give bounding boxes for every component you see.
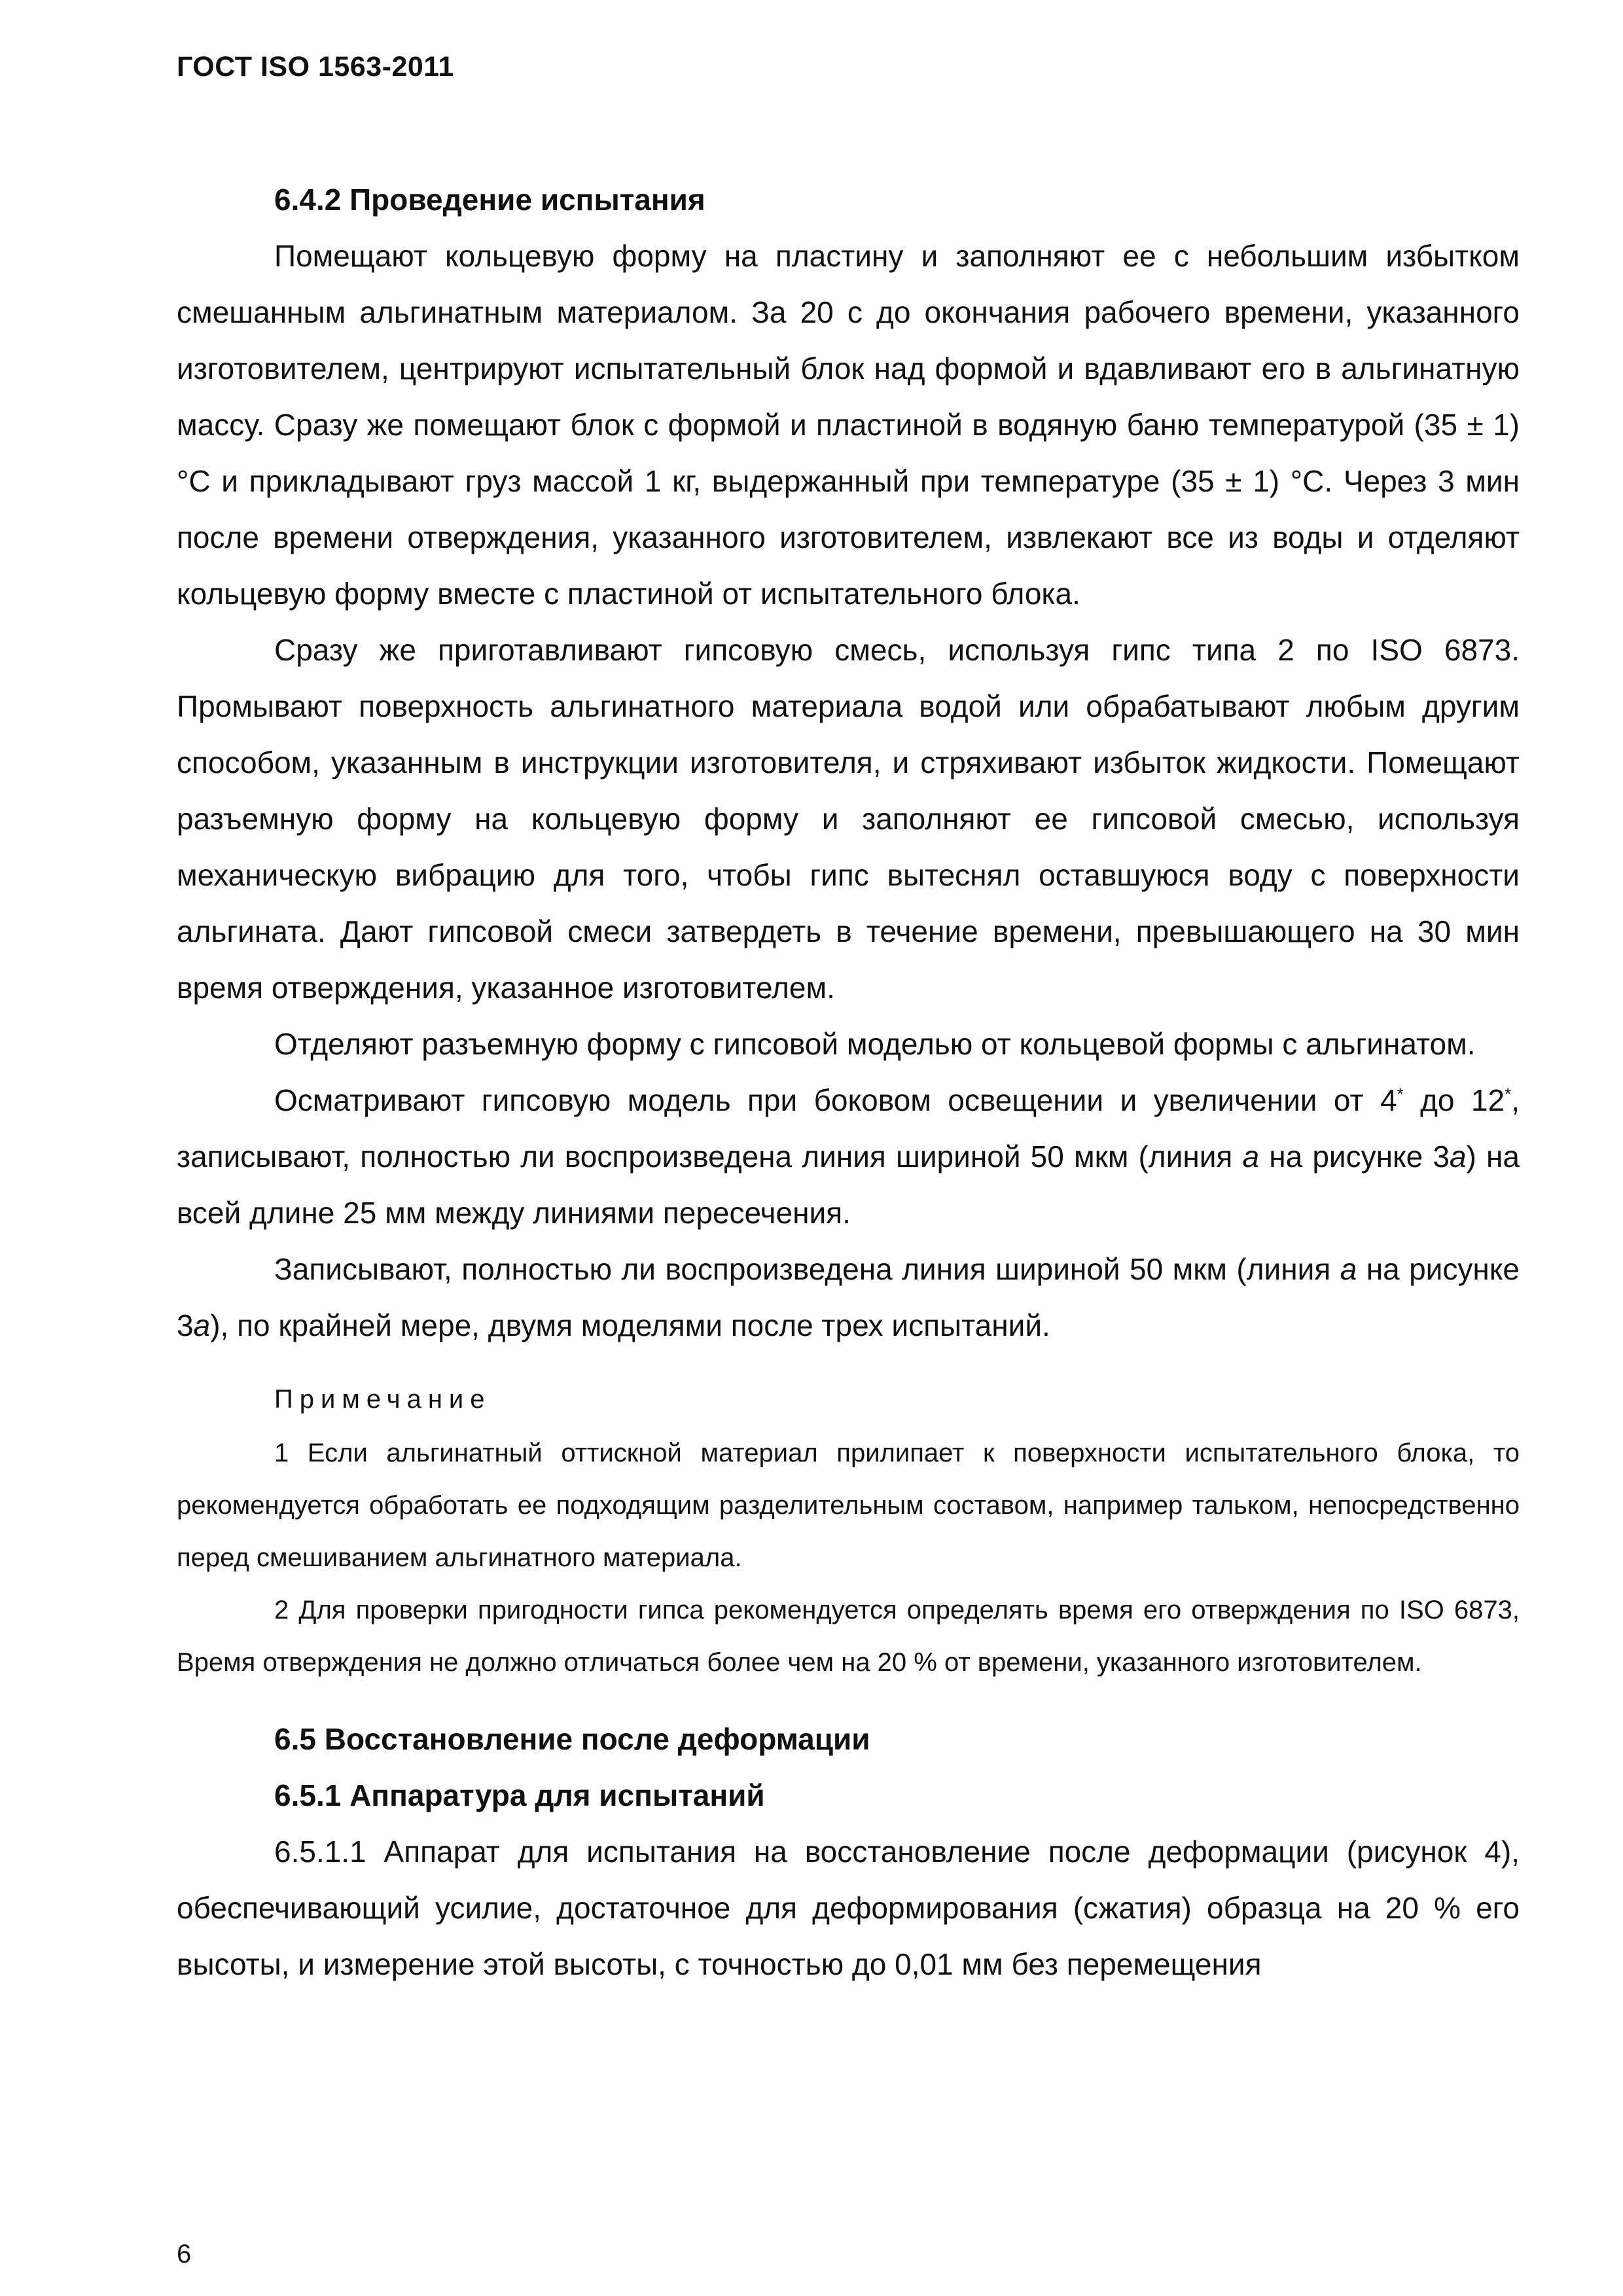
page-number: 6 bbox=[177, 2240, 192, 2269]
italic-run: а bbox=[1242, 1139, 1260, 1174]
section-heading-6-5: 6.5 Восстановление после деформации bbox=[274, 1722, 870, 1756]
paragraph-magnification bbox=[177, 1072, 1520, 1241]
footnote-marker: * bbox=[1397, 1084, 1404, 1104]
document-body bbox=[177, 171, 1520, 1992]
paragraph: Помещают кольцевую форму на пластину и заполняют ее с небольшим избытком смешанным альгинатным материалом. За 20 с до окончания рабочего времени, указанного изготовителем, центрируют испытательный блок над формой и вдавливают его в альгинатную массу. Сразу же помещают блок с формой и пластиной в водяную баню температурой (35 ± 1) °С и прикладывают груз массой 1 кг, выдержанный при температуре (35 ± 1) °С. Через 3 мин после времени отверждения, указанного изготовителем, извлекают все из воды и отделяют кольцевую форму вместе с пластиной от испытательного блока. bbox=[177, 239, 1520, 611]
text-run: , записывают, полностью ли воспроизведена линия шириной 50 мкм (линия bbox=[177, 1083, 1520, 1174]
footnote-marker: * bbox=[1505, 1084, 1512, 1104]
text-run: на рисунке 3 bbox=[1259, 1139, 1450, 1174]
section-heading-6-5-1: 6.5.1 Аппаратура для испытаний bbox=[274, 1778, 765, 1812]
text-run: ) на всей длине 25 мм между линиями пересечения. bbox=[177, 1139, 1520, 1230]
italic-run: а bbox=[1340, 1252, 1357, 1286]
paragraph: Отделяют разъемную форму с гипсовой моделью от кольцевой формы с альгинатом. bbox=[274, 1027, 1476, 1061]
text-run: Осматривают гипсовую модель при боковом освещении и увеличении от 4 bbox=[274, 1083, 1397, 1117]
text-run: Записывают, полностью ли воспроизведена линия шириной 50 мкм (линия bbox=[274, 1252, 1340, 1286]
document-id: ГОСТ ISO 1563-2011 bbox=[177, 51, 454, 82]
paragraph-recording bbox=[177, 1241, 1520, 1354]
note-title: Примечание bbox=[274, 1385, 491, 1414]
text-run: до 12 bbox=[1403, 1083, 1505, 1117]
paragraph: Сразу же приготавливают гипсовую смесь, используя гипс типа 2 по ISO 6873. Промывают поверхность альгинатного материала водой или обрабатывают любым другим способом, указанным в инструкции изготовителя, и стряхивают избыток жидкости. Помещают разъемную форму на кольцевую форму и заполняют ее гипсовой смесью, используя механическую вибрацию для того, чтобы гипс вытеснял оставшуюся воду с поверхности альгината. Дают гипсовой смеси затвердеть в течение времени, превышающего на 30 мин время отверждения, указанное изготовителем. bbox=[177, 633, 1520, 1005]
note-item: 1 Если альгинатный оттискной материал прилипает к поверхности испытательного блока, то рекомендуется обработать ее подходящим разделительным составом, например тальком, непосредственно перед смешиванием альгинатного материала. bbox=[177, 1439, 1520, 1572]
text-run: ), по крайней мере, двумя моделями после трех испытаний. bbox=[210, 1308, 1050, 1342]
text-run: на рисунке 3 bbox=[177, 1252, 1520, 1342]
italic-run: а bbox=[193, 1308, 211, 1342]
section-heading-6-4-2: 6.4.2 Проведение испытания bbox=[274, 183, 705, 217]
note-item: 2 Для проверки пригодности гипса рекомендуется определять время его отверждения по ISO 6873, Время отверждения не должно отличаться более чем на 20 % от времени, указанного изготовителем. bbox=[177, 1596, 1520, 1677]
italic-run: а bbox=[1449, 1139, 1467, 1174]
paragraph: 6.5.1.1 Аппарат для испытания на восстановление после деформации (рисунок 4), обеспечивающий усилие, достаточное для деформирования (сжатия) образца на 20 % его высоты, и измерение этой высоты, с точностью до 0,01 мм без перемещения bbox=[177, 1835, 1520, 1981]
